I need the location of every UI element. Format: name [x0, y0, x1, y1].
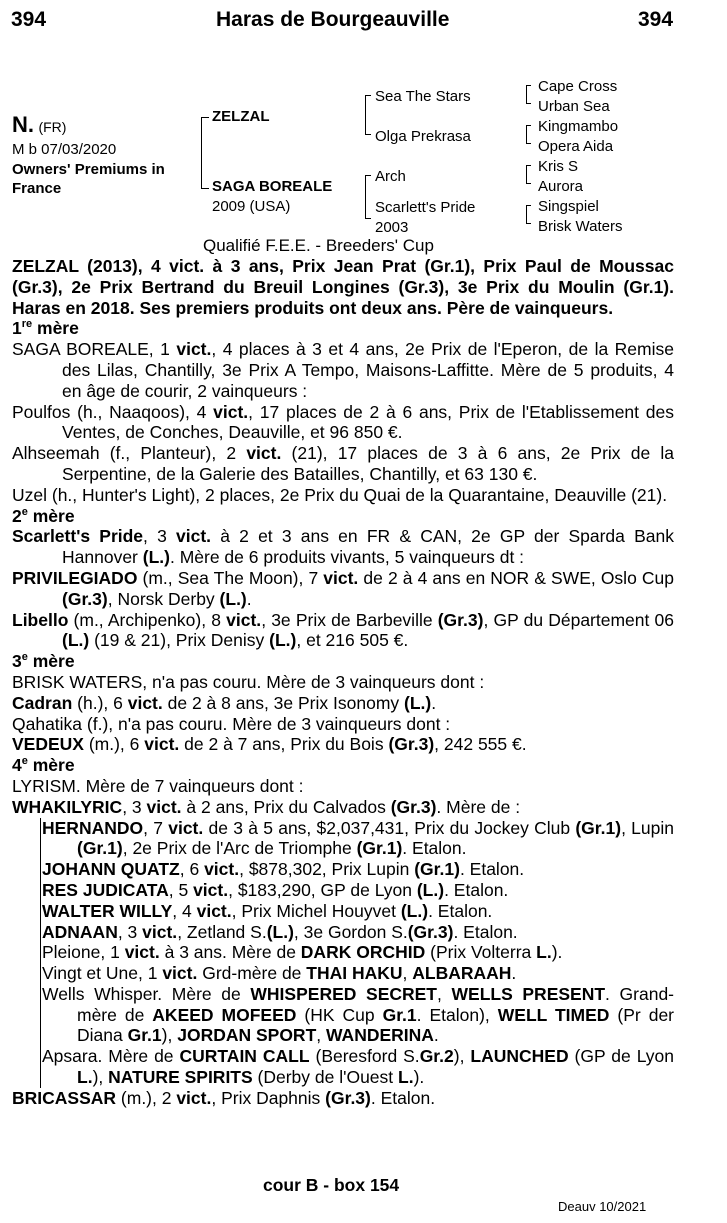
dam-2: Scarlett's Pride, 3 vict. à 2 et 3 ans en FR & CAN, 2e GP der Sparda Bank Hannover (L.). Mère de 6 produits vivants, 5 vainqueurs dt : — [12, 526, 674, 568]
horse-sex-dob: M b 07/03/2020 — [12, 141, 117, 158]
produce-wells-whisper: Wells Whisper. Mère de WHISPERED SECRET, WELLS PRESENT. Grand-mère de AKEED MOFEED (HK Cup Gr.1. Etalon), WELL TIMED (Pr der Diana Gr.1), JORDAN SPORT, WANDERINA. — [42, 983, 675, 1046]
produce-pleione: Pleione, 1 vict. à 3 ans. Mère de DARK ORCHID (Prix Volterra L.). — [42, 942, 563, 963]
premium-line-2: France — [12, 180, 62, 197]
page-title: Haras de Bourgeauville — [216, 8, 450, 31]
sire-dam: Olga Prekrasa — [375, 128, 471, 145]
produce-vingt-et-une: Vingt et Une, 1 vict. Grd-mère de THAI HAKU, ALBARAAH. — [42, 963, 517, 984]
dam-name: SAGA BOREALE — [212, 178, 333, 195]
section-3rd-dam: 3e mère — [12, 651, 75, 672]
dam-sire: Arch — [375, 168, 406, 185]
sire-name: ZELZAL — [212, 108, 270, 125]
dam-1: SAGA BOREALE, 1 vict., 4 places à 3 et 4 ans, 2e Prix de l'Eperon, de la Remise des Lilas, Chantilly, 3e Prix A Tempo, Maisons-Laffitte. Mère de 5 produits, 4 en âge de courir, 2 vainqueurs : — [12, 339, 674, 401]
pedigree-body — [12, 256, 674, 1109]
sire-sire: Sea The Stars — [375, 88, 471, 105]
produce-libello: Libello (m., Archipenko), 8 vict., 3e Prix de Barbeville (Gr.3), GP du Département 06 (L.) (19 & 21), Prix Denisy (L.), et 216 505 €. — [12, 609, 674, 651]
sdd: Opera Aida — [538, 138, 614, 155]
produce-poulfos: Poulfos (h., Naaqoos), 4 vict., 17 places de 2 à 6 ans, Prix de l'Etablissement des Ventes, de Conches, Deauville, et 96 850 €. — [12, 401, 674, 443]
dam-year: 2009 (USA) — [212, 198, 291, 215]
horse-country: (FR) — [38, 119, 67, 135]
sds: Kingmambo — [538, 118, 619, 135]
location: cour B - box 154 — [263, 1175, 400, 1195]
produce-whakilyric: WHAKILYRIC, 3 vict. à 2 ans, Prix du Calvados (Gr.3). Mère de : — [12, 796, 521, 817]
ssd: Urban Sea — [538, 98, 610, 115]
sss: Cape Cross — [538, 78, 618, 95]
horse-name: N. — [12, 112, 34, 137]
pedigree-bracket-3c — [526, 165, 531, 184]
ddd: Brisk Waters — [538, 218, 623, 235]
section-2nd-dam: 2e mère — [12, 505, 75, 526]
whakilyric-produce-list — [40, 818, 674, 1088]
produce-hernando: HERNANDO, 7 vict. de 3 à 5 ans, $2,037,431, Prix du Jockey Club (Gr.1), Lupin (Gr.1), 2e Prix de l'Arc de Triomphe (Gr.1). Etalon. — [42, 817, 674, 859]
pedigree-bracket-2b — [365, 175, 371, 219]
section-4th-dam: 4e mère — [12, 755, 75, 776]
pedigree-bracket-3b — [526, 125, 531, 144]
premium-line-1: Owners' Premiums in — [12, 161, 165, 178]
lot-number-left: 394 — [11, 8, 47, 31]
sire-description: ZELZAL (2013), 4 vict. à 3 ans, Prix Jean Prat (Gr.1), Prix Paul de Moussac (Gr.3), 2e Prix Bertrand du Breuil Longines (Gr.3), 3e Prix du Moulin (Gr.1). Haras en 2018. Ses premiers produits ont deux ans. Père de vainqueurs. — [12, 256, 674, 318]
produce-apsara: Apsara. Mère de CURTAIN CALL (Beresford S.Gr.2), LAUNCHED (GP de Lyon L.), NATURE SPIRITS (Derby de l'Ouest L.). — [42, 1046, 674, 1088]
produce-qahatika: Qahatika (f.), n'a pas couru. Mère de 3 vainqueurs dont : — [12, 713, 451, 734]
pedigree-bracket-3a — [526, 85, 531, 104]
lot-number-right: 394 — [638, 8, 674, 31]
produce-walter-willy: WALTER WILLY, 4 vict., Prix Michel Houyvet (L.). Etalon. — [42, 900, 493, 921]
produce-vedeux: VEDEUX (m.), 6 vict. de 2 à 7 ans, Prix du Bois (Gr.3), 242 555 €. — [12, 734, 527, 755]
produce-alhseemah: Alhseemah (f., Planteur), 2 vict. (21), 17 places de 3 à 6 ans, 2e Prix de la Serpentine, de la Galerie des Batailles, Chantilly, et 63 130 €. — [12, 443, 674, 484]
produce-uzel: Uzel (h., Hunter's Light), 2 places, 2e Prix du Quai de la Quarantaine, Deauville (21). — [12, 484, 668, 505]
pedigree-bracket-1 — [201, 117, 209, 189]
pedigree-bracket-3d — [526, 205, 531, 224]
dam-4: LYRISM. Mère de 7 vainqueurs dont : — [12, 775, 304, 796]
qualification: Qualifié F.E.E. - Breeders' Cup — [203, 236, 434, 255]
dsd: Aurora — [538, 178, 584, 195]
dam-3: BRISK WATERS, n'a pas couru. Mère de 3 vainqueurs dont : — [12, 671, 485, 692]
dds: Singspiel — [538, 198, 599, 215]
horse-name-line — [12, 112, 66, 138]
dss: Kris S — [538, 158, 579, 175]
dam-dam: Scarlett's Pride — [375, 199, 476, 216]
produce-johann-quatz: JOHANN QUATZ, 6 vict., $878,302, Prix Lupin (Gr.1). Etalon. — [42, 859, 525, 880]
produce-res-judicata: RES JUDICATA, 5 vict., $183,290, GP de Lyon (L.). Etalon. — [42, 879, 509, 900]
pedigree-bracket-2a — [365, 95, 371, 135]
produce-bricassar: BRICASSAR (m.), 2 vict., Prix Daphnis (Gr.3). Etalon. — [12, 1087, 436, 1108]
produce-adnaan: ADNAAN, 3 vict., Zetland S.(L.), 3e Gordon S.(Gr.3). Etalon. — [42, 921, 518, 942]
section-1st-dam: 1re mère — [12, 318, 79, 339]
catalogue-date: Deauv 10/2021 — [558, 1199, 647, 1214]
produce-privilegiado: PRIVILEGIADO (m., Sea The Moon), 7 vict. de 2 à 4 ans en NOR & SWE, Oslo Cup (Gr.3), Norsk Derby (L.). — [12, 567, 674, 609]
dam-dam-year: 2003 — [375, 219, 409, 236]
produce-cadran: Cadran (h.), 6 vict. de 2 à 8 ans, 3e Prix Isonomy (L.). — [12, 692, 437, 713]
